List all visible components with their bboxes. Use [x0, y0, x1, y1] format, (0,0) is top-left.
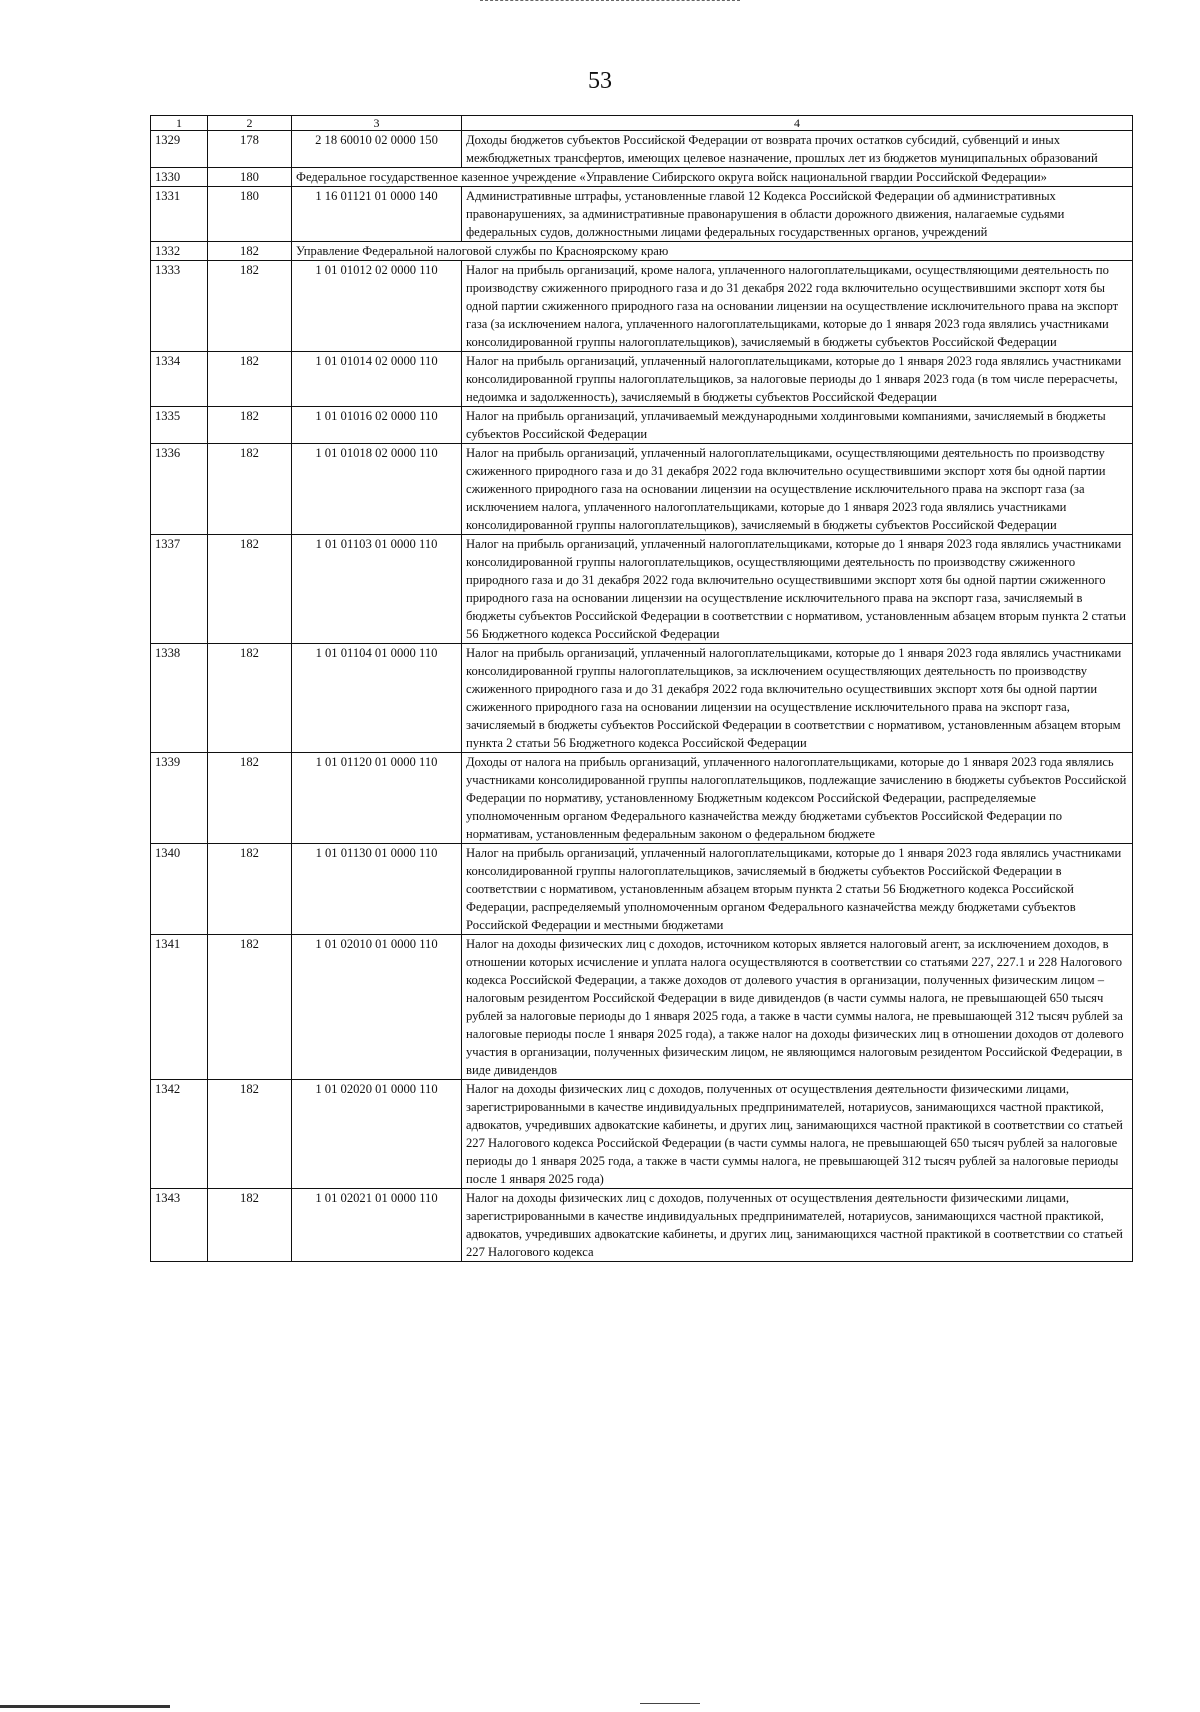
column-header: 1 [151, 116, 208, 131]
admin-code: 182 [208, 261, 292, 352]
row-number: 1342 [151, 1080, 208, 1189]
revenue-description: Налог на прибыль организаций, уплаченный налогоплательщиками, которые до 1 января 2023 года являлись участниками консолидированной группы налогоплательщиков, зачисляемый в бюджеты субъектов Российской Федерации в соответствии с нормативом, установленным абзацем вторым пункта 2 статьи 56 Бюджетного кодекса Российской Федерации, распределяемый уполномоченным органом Федерального казначейства между бюджетами субъектов Российской Федерации и местными бюджетами [462, 844, 1133, 935]
table-row [151, 535, 1133, 644]
admin-code: 182 [208, 1080, 292, 1189]
admin-code: 182 [208, 844, 292, 935]
budget-classification-code: 1 01 01104 01 0000 110 [292, 644, 462, 753]
revenue-description: Административные штрафы, установленные главой 12 Кодекса Российской Федерации об административных правонарушениях, за административные правонарушения в области дорожного движения, налагаемые судьями федеральных судов, должностными лицами федеральных государственных органов, учреждений [462, 187, 1133, 242]
admin-code: 182 [208, 352, 292, 407]
table-row [151, 844, 1133, 935]
admin-code: 182 [208, 242, 292, 261]
column-header: 4 [462, 116, 1133, 131]
table-row [151, 753, 1133, 844]
table-row [151, 187, 1133, 242]
scan-artifact-top [480, 0, 740, 3]
revenue-description: Налог на прибыль организаций, уплачиваемый международными холдинговыми компаниями, зачисляемый в бюджеты субъектов Российской Федерации [462, 407, 1133, 444]
budget-classification-code: 1 01 01130 01 0000 110 [292, 844, 462, 935]
row-number: 1340 [151, 844, 208, 935]
table-row [151, 168, 1133, 187]
row-number: 1338 [151, 644, 208, 753]
table-row [151, 935, 1133, 1080]
administrator-name: Федеральное государственное казенное учреждение «Управление Сибирского округа войск национальной гвардии Российской Федерации» [292, 168, 1133, 187]
row-number: 1343 [151, 1189, 208, 1262]
budget-classification-code: 1 16 01121 01 0000 140 [292, 187, 462, 242]
revenue-table [150, 115, 1133, 1262]
row-number: 1329 [151, 131, 208, 168]
row-number: 1335 [151, 407, 208, 444]
row-number: 1339 [151, 753, 208, 844]
revenue-description: Налог на доходы физических лиц с доходов, источником которых является налоговый агент, за исключением доходов, в отношении которых исчисление и уплата налога осуществляются в соответствии со статьями 227, 227.1 и 228 Налогового кодекса Российской Федерации, а также доходов от долевого участия в организации, полученных физическим лицом – налоговым резидентом Российской Федерации в виде дивидендов (в части суммы налога, не превышающей 650 тысяч рублей за налоговые периоды до 1 января 2025 года, а также в части суммы налога, не превышающей 312 тысяч рублей за налоговые периоды после 1 января 2025 года), а также налог на доходы физических лиц в отношении доходов от долевого участия в организации, полученных физическим лицом, не являющимся налоговым резидентом Российской Федерации, в виде дивидендов [462, 935, 1133, 1080]
row-number: 1330 [151, 168, 208, 187]
scan-artifact-bottom [0, 1705, 170, 1708]
table-row [151, 1189, 1133, 1262]
table-row [151, 407, 1133, 444]
table-row [151, 1080, 1133, 1189]
table-header-row [151, 116, 1133, 131]
row-number: 1336 [151, 444, 208, 535]
admin-code: 178 [208, 131, 292, 168]
row-number: 1331 [151, 187, 208, 242]
column-header: 2 [208, 116, 292, 131]
admin-code: 182 [208, 753, 292, 844]
admin-code: 182 [208, 535, 292, 644]
revenue-description: Налог на прибыль организаций, уплаченный налогоплательщиками, которые до 1 января 2023 года являлись участниками консолидированной группы налогоплательщиков, за исключением осуществляющих деятельность по производству сжиженного природного газа и до 31 декабря 2022 года включительно осуществивших экспорт хотя бы одной партии сжиженного природного газа на основании лицензии на осуществление исключительного права на экспорт газа, зачисляемый в бюджеты субъектов Российской Федерации в соответствии с нормативом, установленным абзацем вторым пункта 2 статьи 56 Бюджетного кодекса Российской Федерации [462, 644, 1133, 753]
column-header: 3 [292, 116, 462, 131]
revenue-description: Налог на прибыль организаций, уплаченный налогоплательщиками, которые до 1 января 2023 года являлись участниками консолидированной группы налогоплательщиков, осуществляющими деятельность по производству сжиженного природного газа и до 31 декабря 2022 года включительно осуществившими экспорт хотя бы одной партии сжиженного природного газа на основании лицензии на осуществление исключительного права на экспорт газа, зачисляемый в бюджеты субъектов Российской Федерации в соответствии с нормативом, установленным абзацем вторым пункта 2 статьи 56 Бюджетного кодекса Российской Федерации [462, 535, 1133, 644]
budget-classification-code: 2 18 60010 02 0000 150 [292, 131, 462, 168]
table-body [151, 131, 1133, 1262]
revenue-description: Доходы бюджетов субъектов Российской Федерации от возврата прочих остатков субсидий, субвенций и иных межбюджетных трансфертов, имеющих целевое назначение, прошлых лет из бюджетов муниципальных образований [462, 131, 1133, 168]
row-number: 1332 [151, 242, 208, 261]
revenue-description: Налог на доходы физических лиц с доходов, полученных от осуществления деятельности физическими лицами, зарегистрированными в качестве индивидуальных предпринимателей, нотариусов, занимающихся частной практикой, адвокатов, учредивших адвокатские кабинеты, и других лиц, занимающихся частной практикой в соответствии со статьей 227 Налогового кодекса Российской Федерации (в части суммы налога, не превышающей 650 тысяч рублей за налоговые периоды до 1 января 2025 года, а также в части суммы налога, не превышающей 312 тысяч рублей за налоговые периоды после 1 января 2025 года) [462, 1080, 1133, 1189]
row-number: 1341 [151, 935, 208, 1080]
table-row [151, 644, 1133, 753]
budget-classification-code: 1 01 01120 01 0000 110 [292, 753, 462, 844]
revenue-description: Доходы от налога на прибыль организаций, уплаченного налогоплательщиками, которые до 1 января 2023 года являлись участниками консолидированной группы налогоплательщиков, подлежащие зачислению в бюджеты субъектов Российской Федерации по нормативу, установленному Бюджетным кодексом Российской Федерации, распределяемые уполномоченным органом Федерального казначейства между бюджетами субъектов Российской Федерации по нормативам, установленным федеральным законом о федеральном бюджете [462, 753, 1133, 844]
scan-artifact-bottom-line [640, 1703, 700, 1706]
budget-classification-code: 1 01 01016 02 0000 110 [292, 407, 462, 444]
revenue-description: Налог на прибыль организаций, уплаченный налогоплательщиками, которые до 1 января 2023 года являлись участниками консолидированной группы налогоплательщиков, за налоговые периоды до 1 января 2023 года (в том числе перерасчеты, недоимка и задолженность), зачисляемый в бюджеты субъектов Российской Федерации [462, 352, 1133, 407]
budget-classification-code: 1 01 02021 01 0000 110 [292, 1189, 462, 1262]
table-row [151, 352, 1133, 407]
table-row [151, 131, 1133, 168]
table-row [151, 444, 1133, 535]
admin-code: 182 [208, 1189, 292, 1262]
budget-classification-code: 1 01 01103 01 0000 110 [292, 535, 462, 644]
page-number: 53 [588, 68, 612, 94]
row-number: 1334 [151, 352, 208, 407]
admin-code: 182 [208, 644, 292, 753]
admin-code: 182 [208, 407, 292, 444]
budget-classification-code: 1 01 01014 02 0000 110 [292, 352, 462, 407]
row-number: 1333 [151, 261, 208, 352]
revenue-description: Налог на прибыль организаций, уплаченный налогоплательщиками, осуществляющими деятельность по производству сжиженного природного газа и до 31 декабря 2022 года включительно осуществившими экспорт хотя бы одной партии сжиженного природного газа на основании лицензии на осуществление исключительного права на экспорт газа (за исключением налога, уплаченного налогоплательщиками, которые до 1 января 2023 года являлись участниками консолидированной группы налогоплательщиков), зачисляемый в бюджеты субъектов Российской Федерации [462, 444, 1133, 535]
table-row [151, 242, 1133, 261]
row-number: 1337 [151, 535, 208, 644]
table-row [151, 261, 1133, 352]
administrator-name: Управление Федеральной налоговой службы по Красноярскому краю [292, 242, 1133, 261]
budget-classification-code: 1 01 01012 02 0000 110 [292, 261, 462, 352]
admin-code: 180 [208, 168, 292, 187]
admin-code: 182 [208, 444, 292, 535]
budget-classification-code: 1 01 01018 02 0000 110 [292, 444, 462, 535]
revenue-description: Налог на доходы физических лиц с доходов, полученных от осуществления деятельности физическими лицами, зарегистрированными в качестве индивидуальных предпринимателей, нотариусов, занимающихся частной практикой, адвокатов, учредивших адвокатские кабинеты, и других лиц, занимающихся частной практикой в соответствии со статьей 227 Налогового кодекса [462, 1189, 1133, 1262]
budget-classification-code: 1 01 02010 01 0000 110 [292, 935, 462, 1080]
admin-code: 180 [208, 187, 292, 242]
admin-code: 182 [208, 935, 292, 1080]
revenue-description: Налог на прибыль организаций, кроме налога, уплаченного налогоплательщиками, осуществляющими деятельность по производству сжиженного природного газа и до 31 декабря 2022 года включительно осуществившими экспорт хотя бы одной партии сжиженного природного газа на основании лицензии на осуществление исключительного права на экспорт газа (за исключением налога, уплаченного налогоплательщиками, которые до 1 января 2023 года являлись участниками консолидированной группы налогоплательщиков), зачисляемый в бюджеты субъектов Российской Федерации [462, 261, 1133, 352]
budget-classification-code: 1 01 02020 01 0000 110 [292, 1080, 462, 1189]
